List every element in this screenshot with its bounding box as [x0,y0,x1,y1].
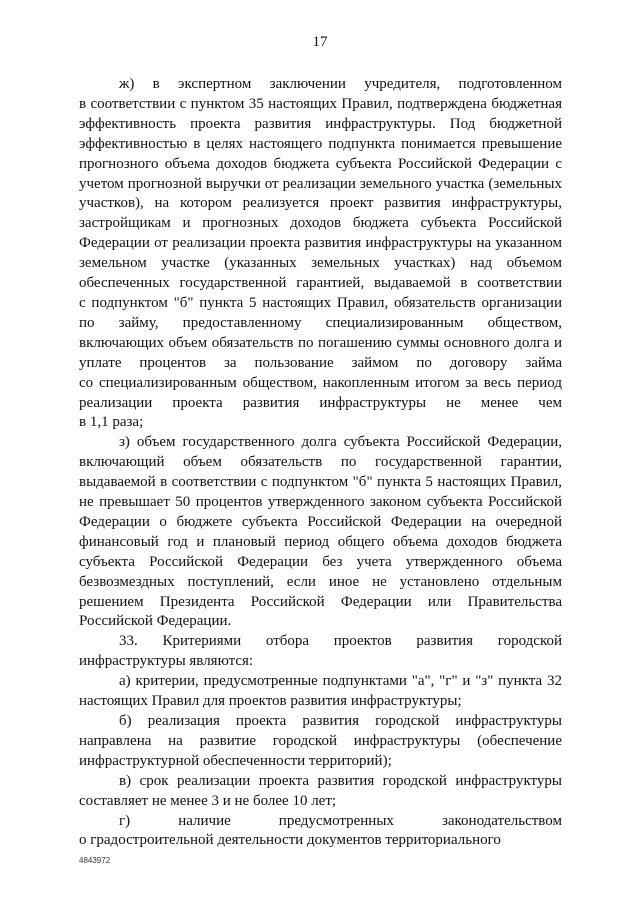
text-line: в 1,1 раза; [79,414,144,431]
text-line: инфраструктуры являются: [79,653,254,670]
text-line: б) реализация проекта развития городской инфраструктуры [119,713,562,729]
document-body [79,75,562,851]
text-line: уплате процентов за пользование займом по договору займа [79,354,562,371]
text-line: прогнозного объема доходов бюджета субъекта Российской Федерации с [79,155,562,172]
text-line: с подпунктом "б" пункта 5 настоящих Правил, обязательств организации [79,294,562,311]
text-line: застройщикам и прогнозных доходов бюджета субъекта Российской [79,215,562,232]
text-line: реализации проекта развития инфраструктуры не менее чем [79,394,562,411]
text-line: Российской Федерации. [79,613,232,630]
document-code: 4843972 [79,856,111,865]
text-line: со специализированным обществом, накопленным итогом за весь период [79,374,562,391]
text-line: 33. Критериями отбора проектов развития городской [119,633,562,650]
text-line: направлена на развитие городской инфраструктуры (обеспечение [79,732,562,749]
text-line: финансовый год и плановый период общего объема доходов бюджета [79,533,562,550]
text-line: Федерации о бюджете субъекта Российской Федерации на очередной [79,513,562,530]
paragraph [79,712,562,772]
text-line: инфраструктурной обеспеченности территорий); [79,752,392,769]
text-line: не превышает 50 процентов утвержденного законом субъекта Российской [79,494,562,511]
text-line: в соответствии с пунктом 35 настоящих Правил, подтверждена бюджетная [79,95,562,112]
text-line: а) критерии, предусмотренные подпунктами "а", "г" и "з" пункта 32 [119,673,562,690]
text-line: эффективность проекта развития инфраструктуры. Под бюджетной [79,115,562,132]
text-line: Федерации от реализации проекта развития инфраструктуры на указанном [79,235,562,252]
text-line: составляет не менее 3 и не более 10 лет; [79,792,337,809]
paragraph [79,672,562,712]
text-line: по займу, предоставленному специализированным обществом, [79,314,562,331]
text-line: г) наличие предусмотренных законодательством [119,812,562,829]
text-line: настоящих Правил для проектов развития инфраструктуры; [79,693,462,710]
text-line: з) объем государственного долга субъекта Российской Федерации, [119,434,562,451]
text-line: в) срок реализации проекта развития городской инфраструктуры [119,772,562,789]
text-line: земельном участке (указанных земельных участках) над объемом [79,255,562,272]
text-line: обеспеченных государственной гарантией, выдаваемой в соответствии [79,275,562,292]
text-line: участков), на котором реализуется проект развития инфраструктуры, [79,195,562,212]
text-line: субъекта Российской Федерации без учета утвержденного объема [79,553,562,570]
text-line: ж) в экспертном заключении учредителя, подготовленном [119,76,562,92]
text-line: учетом прогнозной выручки от реализации земельного участка (земельных [79,175,562,192]
text-line: о градостроительной деятельности документов территориального [79,832,501,849]
paragraph [79,433,562,632]
text-line: выдаваемой в соответствии с подпунктом "б" пункта 5 настоящих Правил, [79,474,562,491]
text-line: решением Президента Российской Федерации или Правительства [79,593,562,610]
paragraph [79,632,562,672]
paragraph [79,812,562,852]
paragraph [79,772,562,812]
text-line: включающий объем обязательств по государственной гарантии, [79,454,562,471]
paragraph [79,75,562,433]
text-line: безвозмездных поступлений, если иное не установлено отдельным [79,573,562,590]
text-line: эффективностью в целях настоящего подпункта понимается превышение [79,135,562,152]
text-line: включающих объем обязательств по погашению суммы основного долга и [79,334,562,351]
page-number: 17 [312,34,328,50]
